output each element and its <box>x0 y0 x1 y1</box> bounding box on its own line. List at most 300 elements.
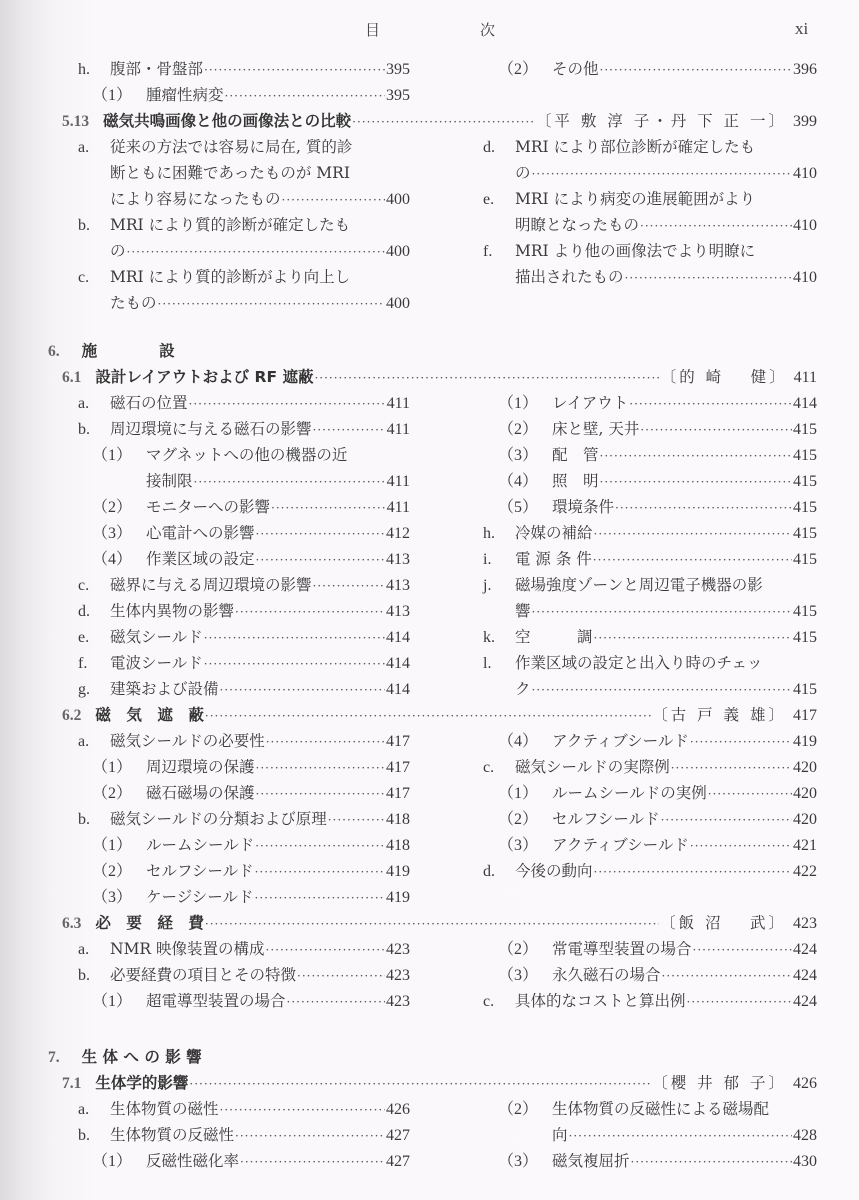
entry-title: 断ともに困難であったものが MRI <box>110 164 350 182</box>
entry-title: の <box>110 242 126 260</box>
entry-label: b. <box>78 217 90 234</box>
entry-title: 生体内異物の影響 <box>110 602 235 620</box>
toc-entry[interactable] <box>498 806 817 832</box>
entry-label: （5） <box>498 499 539 516</box>
entry-page: 415 <box>793 499 817 516</box>
entry-page: 400 <box>386 295 410 312</box>
toc-entry[interactable] <box>92 82 410 108</box>
entry-page: 419 <box>386 863 410 880</box>
toc-entry[interactable] <box>483 546 817 572</box>
entry-label: i. <box>483 551 492 568</box>
entry-page: 417 <box>386 785 410 802</box>
section-entry[interactable] <box>62 108 817 134</box>
toc-entry[interactable] <box>515 212 817 238</box>
entry-label: a. <box>78 1101 90 1118</box>
leader-dots <box>662 963 792 989</box>
entry-page: 421 <box>793 837 817 854</box>
toc-entry[interactable] <box>92 988 410 1014</box>
leader-dots <box>255 833 385 859</box>
leader-dots <box>352 109 535 135</box>
toc-entry[interactable] <box>483 650 817 676</box>
entry-page: 424 <box>793 967 817 984</box>
leader-dots <box>204 57 385 83</box>
entry-label: （3） <box>498 1153 539 1170</box>
entry-title: MRI より他の画像法でより明瞭に <box>515 242 756 260</box>
chapter-title: 施 設 <box>81 342 175 360</box>
entry-title: セルフシールド <box>146 862 254 880</box>
leader-dots <box>158 291 385 317</box>
header-left-char: 目 <box>365 21 381 39</box>
entry-title: 永久磁石の場合 <box>552 966 661 984</box>
leader-dots <box>225 83 385 109</box>
entry-page: 427 <box>386 1127 410 1144</box>
section-number: 5.13 <box>62 113 90 130</box>
leader-dots <box>671 755 792 781</box>
entry-label: （4） <box>498 473 539 490</box>
leader-dots <box>255 859 385 885</box>
entry-title: 電 源 条 件 <box>515 550 592 568</box>
entry-title: ク <box>515 680 531 698</box>
leader-dots <box>631 1149 792 1175</box>
leader-dots <box>594 859 792 885</box>
section-page: 417 <box>793 707 817 724</box>
entry-page: 412 <box>386 525 410 542</box>
entry-page: 415 <box>793 473 817 490</box>
entry-page: 417 <box>386 759 410 776</box>
entry-title: 明瞭となったもの <box>515 216 640 234</box>
toc-entry[interactable] <box>78 134 410 160</box>
section-number: 7.1 <box>62 1075 82 1092</box>
entry-label: （3） <box>498 837 539 854</box>
toc-entry[interactable] <box>92 780 410 806</box>
leader-dots <box>532 677 792 703</box>
entry-label: （2） <box>92 863 133 880</box>
entry-page: 422 <box>793 863 817 880</box>
toc-entry[interactable] <box>78 598 410 624</box>
leader-dots <box>266 937 385 963</box>
entry-title: 反磁性磁化率 <box>146 1152 240 1170</box>
entry-title: 環境条件 <box>552 498 615 516</box>
entry-title: 床と壁, 天井 <box>552 420 640 438</box>
toc-entry[interactable] <box>483 520 817 546</box>
entry-title: 磁石磁場の保護 <box>146 784 255 802</box>
entry-title: 接制限 <box>146 472 193 490</box>
section-entry[interactable] <box>62 702 817 728</box>
toc-entry[interactable] <box>498 442 817 468</box>
chapter-number: 7. <box>48 1049 60 1066</box>
entry-title: 今後の動向 <box>515 862 593 880</box>
toc-entry[interactable] <box>78 624 410 650</box>
entry-title: 生体物質の反磁性 <box>110 1126 235 1144</box>
entry-page: 426 <box>386 1101 410 1118</box>
toc-entry[interactable] <box>515 676 817 702</box>
entry-label: f. <box>483 243 493 260</box>
entry-page: 413 <box>386 551 410 568</box>
toc-entry[interactable] <box>78 728 410 754</box>
entry-label: （1） <box>92 447 133 464</box>
entry-label: （3） <box>498 967 539 984</box>
leader-dots <box>313 417 386 443</box>
toc-entry[interactable] <box>498 56 817 82</box>
entry-title: 常電導型装置の場合 <box>552 940 692 958</box>
entry-title: 磁気シールドの分類および原理 <box>110 810 327 828</box>
entry-label: （1） <box>92 759 133 776</box>
toc-entry[interactable] <box>498 832 817 858</box>
entry-page: 419 <box>386 889 410 906</box>
toc-entry[interactable] <box>92 494 410 520</box>
entry-label: a. <box>78 395 90 412</box>
toc-entry[interactable] <box>78 1122 410 1148</box>
leader-dots <box>205 911 659 937</box>
entry-label: （2） <box>498 811 539 828</box>
toc-entry[interactable] <box>92 546 410 572</box>
entry-label: c. <box>483 759 495 776</box>
toc-entry[interactable] <box>78 264 410 290</box>
toc-entry[interactable] <box>146 468 410 494</box>
entry-page: 400 <box>386 243 410 260</box>
entry-label: （1） <box>498 785 539 802</box>
entry-page: 415 <box>793 681 817 698</box>
entry-page: 411 <box>386 473 410 490</box>
entry-title: ルームシールドの実例 <box>552 784 707 802</box>
entry-label: （2） <box>92 785 133 802</box>
entry-page: 411 <box>386 421 410 438</box>
leader-dots <box>204 625 385 651</box>
entry-title: により容易になったもの <box>110 190 281 208</box>
entry-title: NMR 映像装置の構成 <box>110 940 265 958</box>
toc-entry[interactable] <box>483 238 817 264</box>
entry-label: a. <box>78 941 90 958</box>
leader-dots <box>640 417 792 443</box>
entry-title: 配 管 <box>552 446 599 464</box>
leader-dots <box>189 391 386 417</box>
section-entry[interactable] <box>62 364 817 390</box>
toc-entry[interactable] <box>498 962 817 988</box>
entry-label: b. <box>78 967 90 984</box>
entry-label: （3） <box>92 889 133 906</box>
toc-entry[interactable] <box>498 390 817 416</box>
entry-label: （1） <box>92 1153 133 1170</box>
leader-dots <box>328 807 385 833</box>
toc-entry[interactable] <box>552 1122 817 1148</box>
toc-entry[interactable] <box>78 212 410 238</box>
leader-dots <box>189 1071 651 1097</box>
entry-title: マグネットへの他の機器の近 <box>146 446 348 464</box>
entry-title: 電波シールド <box>110 654 203 672</box>
entry-title: 周辺環境の保護 <box>146 758 255 776</box>
toc-entry[interactable] <box>515 598 817 624</box>
toc-entry[interactable] <box>110 238 410 264</box>
entry-title: ルームシールド <box>146 836 255 854</box>
toc-entry[interactable] <box>78 650 410 676</box>
entry-page: 420 <box>793 811 817 828</box>
entry-page: 395 <box>386 61 410 78</box>
entry-title: 照 明 <box>552 472 599 490</box>
entry-title: 建築および設備 <box>110 680 219 698</box>
toc-entry[interactable] <box>92 442 410 468</box>
leader-dots <box>255 885 386 911</box>
entry-page: 424 <box>793 993 817 1010</box>
entry-page: 415 <box>793 525 817 542</box>
entry-title: レイアウト <box>552 394 629 412</box>
toc-entry[interactable] <box>92 520 410 546</box>
section-entry[interactable] <box>62 1070 817 1096</box>
toc-entry[interactable] <box>498 936 817 962</box>
toc-entry[interactable] <box>78 390 410 416</box>
entry-label: （2） <box>498 1101 539 1118</box>
entry-label: b. <box>78 421 90 438</box>
leader-dots <box>594 521 792 547</box>
leader-dots <box>625 265 792 291</box>
entry-title: たもの <box>110 294 157 312</box>
section-page: 426 <box>793 1075 817 1092</box>
toc-entry[interactable] <box>483 572 817 598</box>
entry-page: 427 <box>386 1153 410 1170</box>
chapter-heading[interactable] <box>48 338 175 364</box>
toc-entry[interactable] <box>92 884 410 910</box>
section-title: 生体学的影響 <box>95 1074 189 1092</box>
entry-label: （1） <box>92 993 133 1010</box>
entry-title: 作業区域の設定 <box>146 550 255 568</box>
entry-title: アクティブシールド <box>552 836 689 854</box>
entry-label: d. <box>483 863 495 880</box>
leader-dots <box>287 989 385 1015</box>
toc-entry[interactable] <box>78 806 410 832</box>
toc-entry[interactable] <box>78 1096 410 1122</box>
entry-title: 具体的なコストと算出例 <box>515 992 686 1010</box>
toc-entry[interactable] <box>483 754 817 780</box>
entry-label: （3） <box>498 447 539 464</box>
entry-label: a. <box>78 733 90 750</box>
entry-title: 従来の方法では容易に局在, 質的診 <box>110 138 353 156</box>
entry-page: 396 <box>793 61 817 78</box>
entry-title: の <box>515 164 531 182</box>
toc-entry[interactable] <box>92 754 410 780</box>
leader-dots <box>256 547 385 573</box>
section-page: 399 <box>793 113 817 130</box>
entry-title: 必要経費の項目とその特徴 <box>110 966 297 984</box>
toc-entry[interactable] <box>92 832 410 858</box>
chapter-number: 6. <box>48 343 60 360</box>
leader-dots <box>266 729 385 755</box>
leader-dots <box>629 391 792 417</box>
leader-dots <box>600 57 792 83</box>
chapter-heading[interactable] <box>48 1044 202 1070</box>
entry-page: 423 <box>386 993 410 1010</box>
toc-entry[interactable] <box>78 676 410 702</box>
toc-entry[interactable] <box>483 186 817 212</box>
entry-label: b. <box>78 811 90 828</box>
entry-title: 磁気シールド <box>110 628 203 646</box>
toc-entry[interactable] <box>483 988 817 1014</box>
leader-dots <box>690 833 792 859</box>
leader-dots <box>194 469 386 495</box>
entry-label: （1） <box>92 87 133 104</box>
entry-title: 腫瘤性病変 <box>146 86 224 104</box>
entry-title: 向 <box>552 1126 568 1144</box>
section-title: 設計レイアウトおよび RF 遮蔽 <box>95 368 314 386</box>
entry-page: 414 <box>386 655 410 672</box>
entry-title: 磁気複屈折 <box>552 1152 630 1170</box>
entry-page: 414 <box>386 629 410 646</box>
entry-title: セルフシールド <box>552 810 660 828</box>
header-center-char: 次 <box>480 21 496 39</box>
leader-dots <box>600 443 792 469</box>
entry-page: 420 <box>793 785 817 802</box>
entry-title: MRI により部位診断が確定したも <box>515 138 756 156</box>
entry-page: 415 <box>793 603 817 620</box>
toc-entry[interactable] <box>78 416 410 442</box>
entry-title: モニターへの影響 <box>146 498 271 516</box>
toc-entry[interactable] <box>498 494 817 520</box>
section-entry[interactable] <box>62 910 817 936</box>
entry-title: その他 <box>552 60 599 78</box>
section-page: 423 <box>793 915 817 932</box>
toc-entry[interactable] <box>483 624 817 650</box>
entry-page: 414 <box>386 681 410 698</box>
entry-label: f. <box>78 655 88 672</box>
entry-page: 424 <box>793 941 817 958</box>
leader-dots <box>282 187 385 213</box>
entry-page: 411 <box>386 395 410 412</box>
entry-label: a. <box>78 139 90 156</box>
toc-entry[interactable] <box>92 1148 410 1174</box>
leader-dots <box>593 547 792 573</box>
entry-label: j. <box>483 577 492 594</box>
entry-label: （3） <box>92 525 133 542</box>
section-title: 磁気共鳴画像と他の画像法との比較 <box>103 112 352 130</box>
leader-dots <box>687 989 792 1015</box>
entry-title: 空 調 <box>515 628 593 646</box>
entry-title: 生体物質の磁性 <box>110 1100 219 1118</box>
entry-label: c. <box>78 269 90 286</box>
entry-page: 410 <box>793 217 817 234</box>
toc-entry[interactable] <box>483 858 817 884</box>
leader-dots <box>235 1123 385 1149</box>
leader-dots <box>256 781 385 807</box>
leader-dots <box>600 469 792 495</box>
section-number: 6.3 <box>62 915 82 932</box>
leader-dots <box>256 755 385 781</box>
section-number: 6.1 <box>62 369 82 386</box>
entry-title: 磁石の位置 <box>110 394 188 412</box>
entry-title: 磁気シールドの実際例 <box>515 758 670 776</box>
entry-title: 冷媒の補給 <box>515 524 593 542</box>
toc-entry[interactable] <box>515 264 817 290</box>
toc-entry[interactable] <box>498 780 817 806</box>
entry-page: 418 <box>386 837 410 854</box>
entry-label: h. <box>78 61 90 78</box>
chapter-title: 生 体 へ の 影 響 <box>81 1048 202 1066</box>
entry-page: 415 <box>793 551 817 568</box>
entry-title: 作業区域の設定と出入り時のチェッ <box>515 654 763 672</box>
section-title: 必 要 経 費 <box>95 914 204 932</box>
entry-page: 411 <box>386 499 410 516</box>
entry-title: MRI により質的診断が確定したも <box>110 216 351 234</box>
entry-page: 415 <box>793 629 817 646</box>
section-author: 〔平 敷 淳 子・丹 下 正 一〕 <box>535 112 787 130</box>
toc-entry[interactable] <box>498 1148 817 1174</box>
leader-dots <box>693 937 792 963</box>
entry-label: （4） <box>498 733 539 750</box>
leader-dots <box>127 239 385 265</box>
entry-title: アクティブシールド <box>552 732 689 750</box>
toc-entry[interactable] <box>498 468 817 494</box>
entry-label: e. <box>483 191 495 208</box>
leader-dots <box>569 1123 792 1149</box>
section-author: 〔櫻 井 郁 子〕 <box>652 1074 787 1092</box>
toc-entry[interactable] <box>110 186 410 212</box>
entry-title: 描出されたもの <box>515 268 624 286</box>
entry-label: b. <box>78 1127 90 1144</box>
entry-page: 410 <box>793 165 817 182</box>
toc-entry[interactable] <box>78 936 410 962</box>
entry-page: 428 <box>793 1127 817 1144</box>
leader-dots <box>240 1149 385 1175</box>
entry-label: c. <box>78 577 90 594</box>
entry-label: g. <box>78 681 90 698</box>
toc-entry[interactable] <box>78 56 410 82</box>
entry-label: （2） <box>498 941 539 958</box>
entry-page: 430 <box>793 1153 817 1170</box>
entry-label: h. <box>483 525 495 542</box>
entry-title: 超電導型装置の場合 <box>146 992 286 1010</box>
leader-dots <box>235 599 385 625</box>
leader-dots <box>313 573 385 599</box>
entry-page: 395 <box>386 87 410 104</box>
entry-label: （1） <box>92 837 133 854</box>
toc-entry[interactable] <box>110 160 410 186</box>
leader-dots <box>314 365 659 391</box>
entry-label: d. <box>483 139 495 156</box>
toc-entry[interactable] <box>498 1096 817 1122</box>
toc-entry[interactable] <box>110 290 410 316</box>
leader-dots <box>256 521 385 547</box>
entry-label: c. <box>483 993 495 1010</box>
leader-dots <box>220 1097 385 1123</box>
toc-entry[interactable] <box>483 134 817 160</box>
section-number: 6.2 <box>62 707 82 724</box>
section-page: 411 <box>793 369 817 386</box>
section-author: 〔飯 沼 武〕 <box>660 914 787 932</box>
entry-title: 磁気シールドの必要性 <box>110 732 265 750</box>
entry-page: 423 <box>386 941 410 958</box>
entry-label: （2） <box>498 421 539 438</box>
toc-entry[interactable] <box>515 160 817 186</box>
entry-label: （4） <box>92 551 133 568</box>
toc-entry[interactable] <box>498 728 817 754</box>
section-author: 〔古 戸 義 雄〕 <box>652 706 787 724</box>
leader-dots <box>594 625 792 651</box>
toc-entry[interactable] <box>498 416 817 442</box>
entry-page: 420 <box>793 759 817 776</box>
entry-title: 周辺環境に与える磁石の影響 <box>110 420 312 438</box>
section-author: 〔的 崎 健〕 <box>660 368 788 386</box>
leader-dots <box>708 781 792 807</box>
entry-title: 心電計への影響 <box>146 524 255 542</box>
entry-title: 生体物質の反磁性による磁場配 <box>552 1100 770 1118</box>
page-number: xi <box>795 19 809 38</box>
section-title: 磁 気 遮 蔽 <box>95 706 204 724</box>
entry-label: d. <box>78 603 90 620</box>
toc-entry[interactable] <box>78 962 410 988</box>
entry-page: 413 <box>386 603 410 620</box>
entry-page: 419 <box>793 733 817 750</box>
toc-entry[interactable] <box>92 858 410 884</box>
entry-label: （2） <box>498 61 539 78</box>
entry-page: 418 <box>386 811 410 828</box>
toc-entry[interactable] <box>78 572 410 598</box>
